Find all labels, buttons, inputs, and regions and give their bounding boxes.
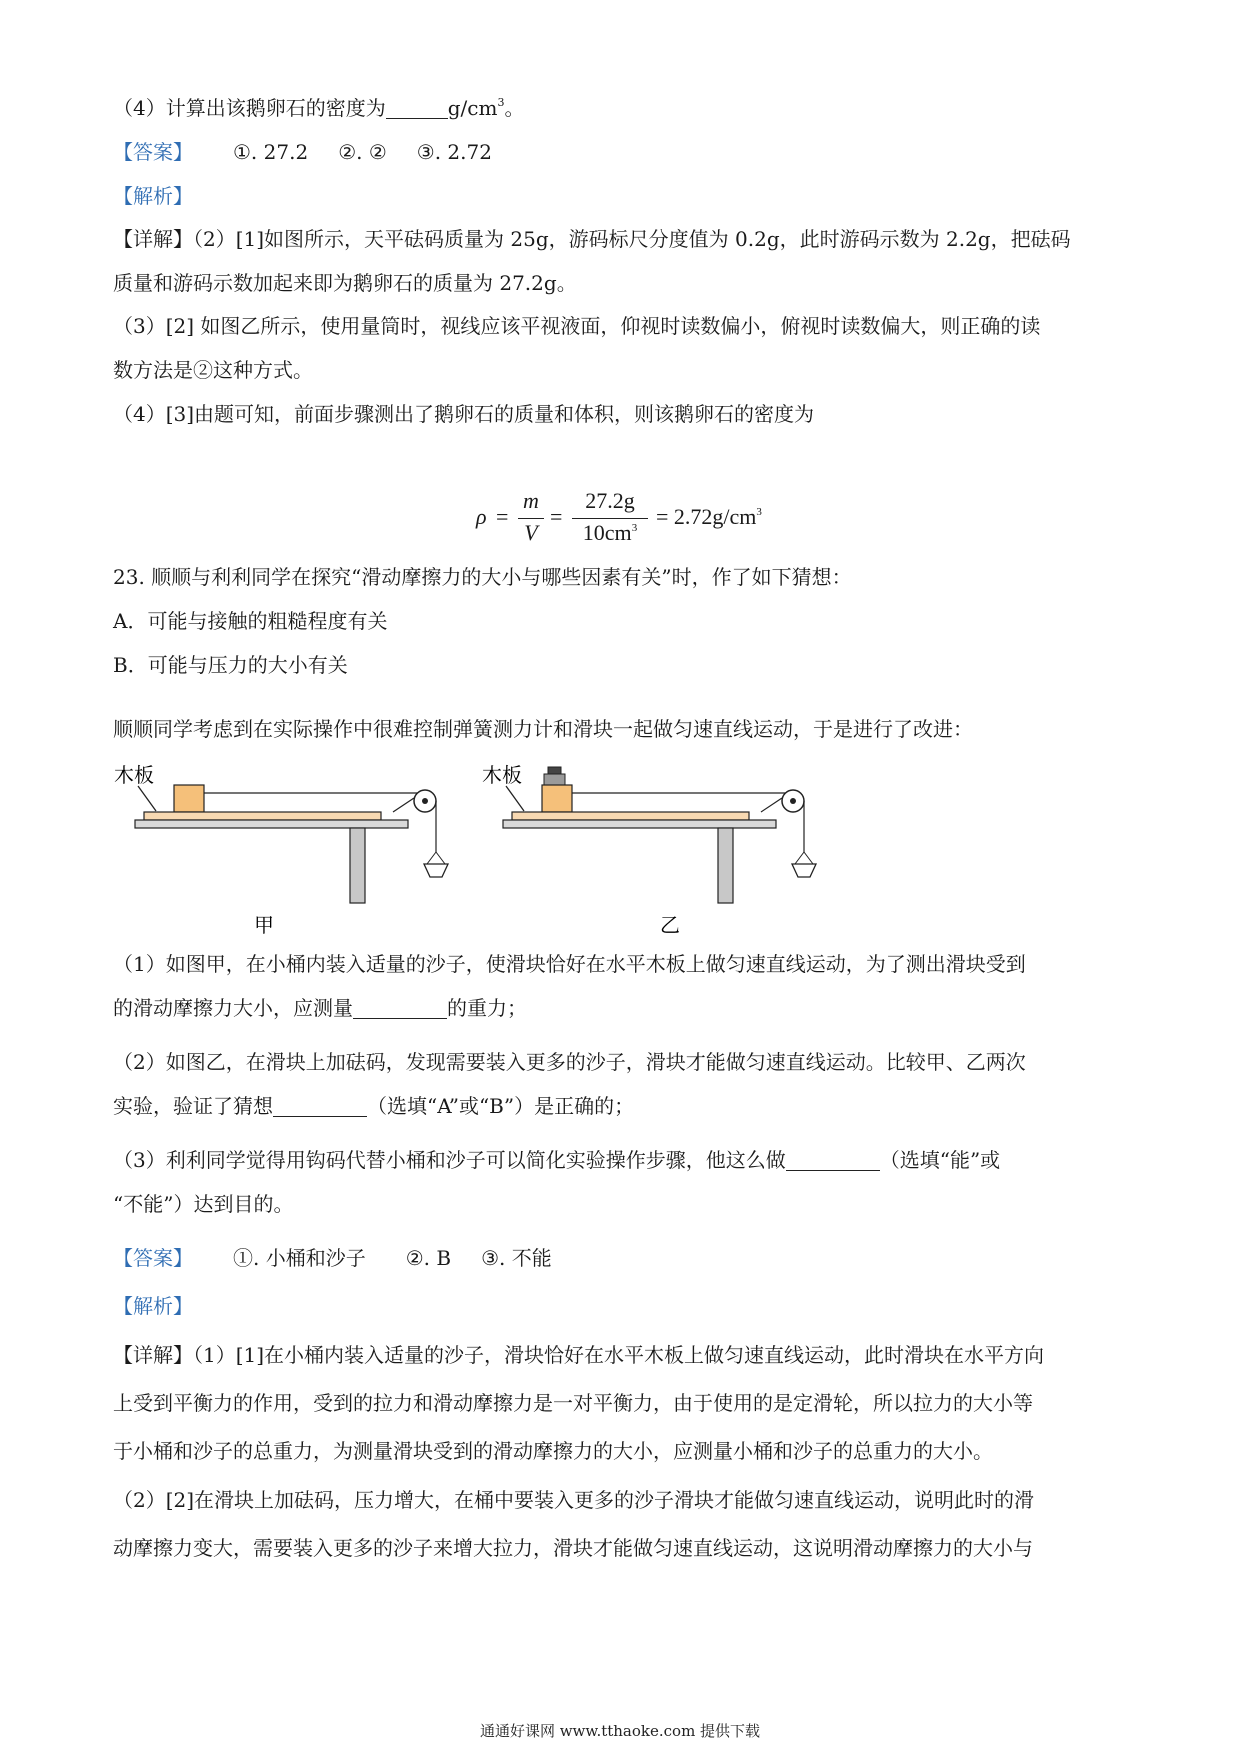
- q23-analysis-tag: 【解析】: [113, 1294, 193, 1318]
- answer-tag: 【答案】: [113, 1246, 193, 1270]
- q22-answer: 【答案】 ①. 27.2 ②. ② ③. 2.72: [113, 140, 492, 164]
- q23-part1: 的滑动摩擦力大小，应测量 的重力；: [113, 996, 527, 1020]
- board-label: 木板: [482, 763, 522, 787]
- q23-part3: “不能”）达到目的。: [113, 1192, 294, 1216]
- answer-blank[interactable]: [786, 1150, 880, 1171]
- figure-caption: 乙: [660, 913, 680, 935]
- q23-answer: 【答案】 ①. 小桶和沙子 ②. B ③. 不能: [113, 1246, 552, 1270]
- q22-detail-line: 数方法是②这种方式。: [113, 358, 313, 382]
- q23-detail-line: 【详解】（1）[1]在小桶内装入适量的沙子，滑块恰好在水平木板上做匀速直线运动，此时滑块在水平方向: [113, 1343, 1045, 1367]
- table-top: [503, 820, 776, 828]
- q23-part2: 实验，验证了猜想 （选填“A”或“B”）是正确的；: [113, 1094, 635, 1118]
- q23-intro: 顺顺同学考虑到在实际操作中很难控制弹簧测力计和滑块一起做匀速直线运动，于是进行了改进：: [113, 717, 973, 741]
- page-footer: 通通好课网 www.tthaoke.com 提供下载: [479, 1722, 761, 1740]
- weight: [544, 774, 565, 785]
- figure-caption: 甲: [254, 913, 274, 935]
- slider-block: [174, 785, 204, 812]
- q23-detail-line: 于小桶和沙子的总重力，为测量滑块受到的滑动摩擦力的大小，应测量小桶和沙子的总重力的大小。: [113, 1439, 993, 1463]
- board-label: 木板: [114, 763, 154, 787]
- answer-blank[interactable]: [386, 98, 448, 119]
- table-leg: [718, 828, 733, 903]
- figure-yi: [480, 760, 820, 935]
- table-leg: [350, 828, 365, 903]
- figure-jia: [112, 760, 452, 935]
- q23-part2: （2）如图乙，在滑块上加砝码，发现需要装入更多的沙子，滑块才能做匀速直线运动。比较甲、乙两次: [113, 1050, 1026, 1074]
- q23-option-b: B．可能与压力的大小有关: [113, 653, 348, 677]
- q23-part3: （3）利利同学觉得用钩码代替小桶和沙子可以简化实验操作步骤，他这么做 （选填“能”或: [113, 1148, 1001, 1172]
- table-top: [135, 820, 408, 828]
- answer-blank[interactable]: [273, 1096, 367, 1117]
- q22-detail-line: （3）[2] 如图乙所示，使用量筒时，视线应该平视液面，仰视时读数偏小，俯视时读数偏大，则正确的读: [113, 314, 1041, 338]
- density-formula: ρ = m V = 27.2g $10cm^3$ = $2.72g/cm^3$: [476, 488, 762, 545]
- q22-detail-line: 【详解】（2）[1]如图所示，天平砝码质量为 25g，游码标尺分度值为 0.2g，此时游码示数为 2.2g，把砝码: [113, 227, 1071, 251]
- q23-part1: （1）如图甲，在小桶内装入适量的沙子，使滑块恰好在水平木板上做匀速直线运动，为了测出滑块受到: [113, 952, 1026, 976]
- sand-bucket: [424, 864, 448, 877]
- answer-tag: 【答案】: [113, 140, 193, 164]
- slider-block: [542, 785, 572, 812]
- answer-blank[interactable]: [353, 998, 447, 1019]
- weight-top: [548, 767, 561, 774]
- q23-detail-line: 上受到平衡力的作用，受到的拉力和滑动摩擦力是一对平衡力，由于使用的是定滑轮，所以拉力的大小等: [113, 1391, 1033, 1415]
- q22-analysis-tag: 【解析】: [113, 184, 193, 208]
- q23-detail-line: （2）[2]在滑块上加砝码，压力增大，在桶中要装入更多的沙子滑块才能做匀速直线运动，说明此时的滑: [113, 1488, 1035, 1512]
- wood-board: [144, 812, 381, 820]
- q22-detail-line: （4）[3]由题可知，前面步骤测出了鹅卵石的质量和体积，则该鹅卵石的密度为: [113, 402, 815, 426]
- sand-bucket: [792, 864, 816, 877]
- q22-detail-line: 质量和游码示数加起来即为鹅卵石的质量为 27.2g。: [113, 271, 577, 295]
- q23-detail-line: 动摩擦力变大，需要装入更多的沙子来增大拉力，滑块才能做匀速直线运动，这说明滑动摩擦力的大小与: [113, 1536, 1033, 1560]
- q22-part4: （4）计算出该鹅卵石的密度为 $g/cm^3$。: [113, 96, 525, 120]
- q23-option-a: A．可能与接触的粗糙程度有关: [113, 609, 388, 633]
- q23-stem: 23. 顺顺与利利同学在探究“滑动摩擦力的大小与哪些因素有关”时，作了如下猜想：: [113, 565, 852, 589]
- wood-board: [512, 812, 749, 820]
